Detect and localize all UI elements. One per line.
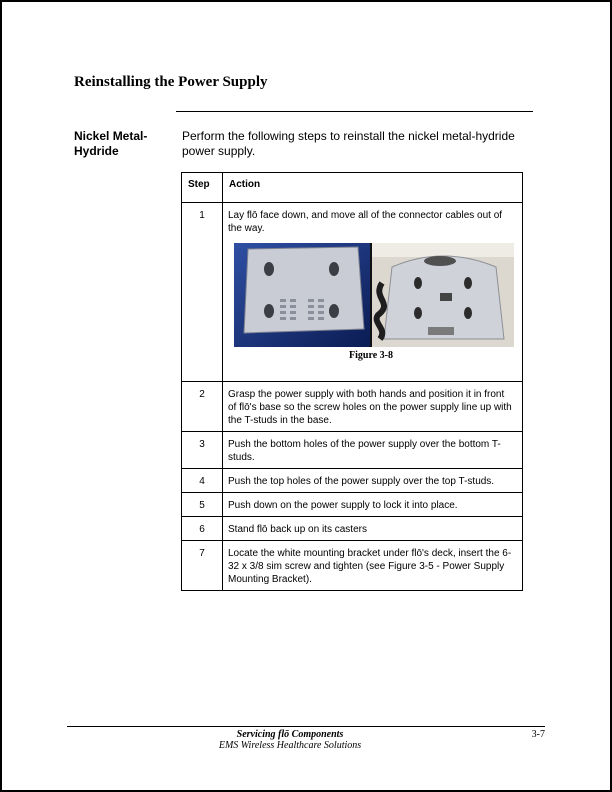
step-number: 7 — [182, 541, 223, 591]
step-action: Push down on the power supply to lock it into place. — [223, 493, 523, 517]
step-action: Stand flō back up on its casters — [223, 517, 523, 541]
side-heading: Nickel Metal-Hydride — [74, 129, 148, 158]
header-step: Step — [182, 173, 223, 203]
step-number: 6 — [182, 517, 223, 541]
step-action: Grasp the power supply with both hands and position it in front of flō's base so the screw holes on the power supply line up with the T-studs in the base. — [223, 382, 523, 432]
power-supply-back-photo — [234, 243, 370, 347]
step-number: 4 — [182, 469, 223, 493]
step-action: Lay flō face down, and move all of the connector cables out of the way. — [228, 210, 503, 234]
figure-3-8-image — [234, 243, 514, 347]
step-number: 2 — [182, 382, 223, 432]
table-row — [182, 493, 523, 517]
page-number: 3-7 — [531, 729, 545, 740]
table-row — [182, 382, 523, 432]
step-number: 5 — [182, 493, 223, 517]
footer-title: Servicing flō Components — [236, 729, 344, 740]
step-number: 1 — [182, 203, 223, 382]
footer-subtitle: EMS Wireless Healthcare Solutions — [218, 740, 362, 751]
flo-base-photo — [372, 243, 514, 347]
table-header-row — [182, 173, 523, 203]
title-rule — [176, 111, 533, 112]
table-row — [182, 517, 523, 541]
section-title: Reinstalling the Power Supply — [74, 74, 268, 90]
step-action: Push the bottom holes of the power supply over the bottom T-studs. — [223, 432, 523, 469]
step-number: 3 — [182, 432, 223, 469]
step-action-cell — [223, 203, 523, 382]
steps-table — [181, 172, 523, 591]
table-row — [182, 469, 523, 493]
step-action: Push the top holes of the power supply over the top T-studs. — [223, 469, 523, 493]
intro-text: Perform the following steps to reinstall the nickel metal-hydride power supply. — [182, 129, 515, 158]
header-action: Action — [223, 173, 523, 203]
step-action: Locate the white mounting bracket under flō's deck, insert the 6-32 x 3/8 sim screw and tighten (see Figure 3-5 - Power Supply Mounting Bracket). — [223, 541, 523, 591]
table-row — [182, 432, 523, 469]
table-row — [182, 203, 523, 382]
figure-caption: Figure 3-8 — [349, 350, 393, 361]
footer-rule — [67, 726, 545, 727]
table-row — [182, 541, 523, 591]
